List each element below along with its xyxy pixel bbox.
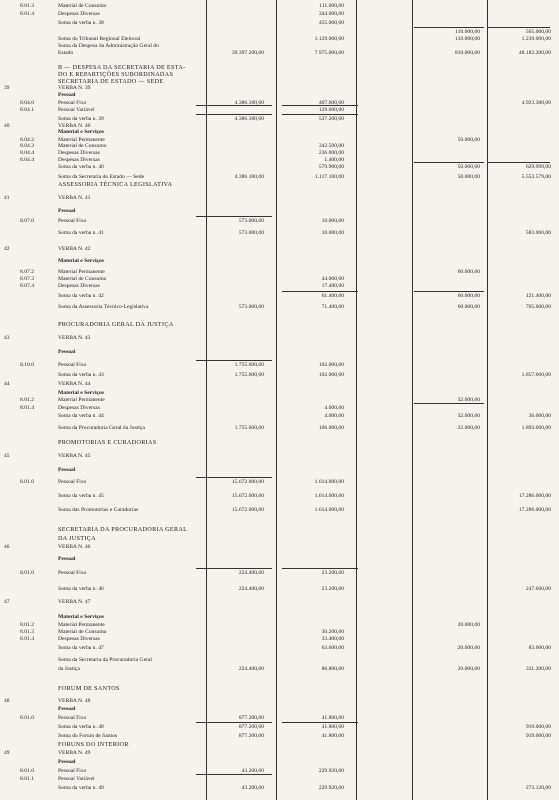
amount-cell: 1.129.000,00 [314,36,344,42]
item-description: Pessoal Fixo [58,767,87,774]
item-description: Material de Consumo [58,275,107,282]
item-description: Pessoal [58,555,76,562]
item-description: Soma da Secretaria da Procuradoria Geral [58,657,152,664]
item-description: VERBA N. 46 [58,543,91,550]
verba-number: 43 [4,335,10,342]
item-description: Soma da verba n. 41 [58,230,104,237]
amount-cell: 110.000,00 [455,29,480,35]
table-row [0,320,559,329]
item-description: Despesas Diversas [58,149,100,156]
amount-cell: 102.000,00 [318,372,344,378]
item-description: Pessoal [58,207,76,214]
account-code: 8.07.4 [20,282,34,289]
item-description: Soma da Secretaria do Estado — Sede [58,174,145,181]
table-row [0,348,559,357]
amount-cell: 23.200,00 [321,569,344,576]
table-row [0,180,559,189]
item-description: Soma da Assessoria Técnico-Legislativa [58,303,149,310]
verba-number: 39 [4,85,10,91]
amount-cell: 573.000,00 [238,218,264,224]
total-cell: 247.600,00 [525,585,551,592]
account-code: 8.10.0 [20,361,34,368]
table-row [0,613,559,622]
table-row [0,534,559,543]
amount-cell: 7.975.000,00 [314,50,344,56]
amount-cell: 41.800,00 [321,715,344,721]
item-description: Pessoal Fixo [58,361,87,368]
amount-cell: 1.755.600,00 [234,424,264,431]
table-row [0,478,559,487]
table-row [0,361,559,370]
amount-cell: 20.000,00 [457,622,480,629]
item-description: Pessoal Fixo [58,569,87,576]
item-description: VERBA N. 42 [58,246,91,252]
verba-number: 48 [4,697,10,704]
item-description: Material Permanente [58,397,105,404]
item-description: Pessoal [58,758,76,765]
amount-cell: 60.000,00 [457,303,480,310]
account-code: 8.01.0 [20,767,34,774]
table-row [0,525,559,534]
table-row [0,303,559,312]
account-code: 8.07.3 [20,275,34,282]
account-code: 8.04.0 [20,99,34,106]
amount-cell: 4.386.180,00 [234,99,264,106]
table-row [0,665,559,674]
item-description: VERBA N. 39 [58,85,91,91]
total-cell: 629.999,00 [525,163,551,170]
item-description: Material Permanente [58,268,105,275]
amount-cell: 344.000,00 [318,10,344,17]
total-cell: 4.923.380,00 [521,99,551,106]
total-cell: 121.400,00 [525,293,551,300]
item-description: Pessoal [58,92,76,98]
item-description: Soma da Despesa da Administração Geral do [58,43,159,49]
item-description: Soma da verba n. 48 [58,723,104,730]
table-row [0,194,559,203]
item-description: FORUNS DO INTERIOR [58,741,129,749]
total-cell: 1.857.600,00 [521,372,551,378]
item-description: Despesas Diversas [58,156,100,163]
table-row [0,207,559,216]
table-row [0,106,559,115]
table-row [0,371,559,380]
table-row [0,217,559,226]
sum-rule [488,162,550,163]
amount-cell: 43.200,00 [241,785,264,791]
total-cell: 919.000,00 [525,723,551,730]
table-row [0,543,559,552]
verba-number: 47 [4,598,10,605]
item-description: Pessoal Variável [58,106,95,113]
amount-cell: 1.614.000,00 [314,478,344,485]
amount-cell: 30.200,00 [321,629,344,636]
sum-rule [282,291,358,292]
amount-cell: 877.200,00 [238,732,264,739]
amount-cell: 1.614.000,00 [314,506,344,513]
amount-cell: 810.000,00 [454,50,480,56]
table-row [0,598,559,607]
table-row [0,506,559,515]
total-cell: 705.600,00 [525,303,551,310]
item-description: Estado [58,50,74,56]
table-row [0,656,559,665]
account-code: 8.01.1 [20,776,34,783]
item-description: Despesas Diversas [58,10,100,17]
item-description: Soma da verba n. 42 [58,293,104,300]
total-cell: 1.893.600,00 [521,424,551,431]
amount-cell: 4.000,00 [324,413,344,420]
item-description: Soma da verba n. 44 [58,413,104,420]
sum-rule [196,568,272,569]
amount-cell: 102.000,00 [318,361,344,368]
amount-cell: 4.000,00 [324,405,344,412]
account-code: 8.01.4 [20,636,34,643]
account-code: 8.04.2 [20,136,34,143]
item-description: Pessoal Variável [58,776,95,783]
table-row [0,257,559,266]
item-description: Material e Serviços [58,613,104,620]
amount-cell: 224.400,00 [238,585,264,592]
amount-cell: 43.200,00 [241,767,264,774]
account-code: 8.07.2 [20,268,34,275]
table-row [0,749,559,758]
amount-cell: 41.800,00 [321,723,344,730]
account-code: 8.04.1 [20,106,34,113]
amount-cell: 579.900,00 [318,163,344,170]
item-description: Pessoal Fixo [58,715,87,721]
account-code: 8.01.4 [20,405,34,412]
amount-cell: 111.000,00 [319,2,344,9]
table-row [0,758,559,767]
item-description: Despesas Diversas [58,282,100,289]
verba-number: 49 [4,750,10,756]
table-row [0,569,559,578]
item-description: VERBA N. 44 [58,380,91,387]
item-description: Pessoal Fixo [58,218,87,224]
sum-rule [414,27,484,28]
item-description: Soma da verba n. 38 [58,20,104,27]
verba-number: 41 [4,195,10,202]
total-cell: 919.000,00 [525,732,551,739]
table-row [0,684,559,693]
item-description: Soma do Tribunal Regional Eleitoral [58,36,141,42]
item-description: SECRETARIA DE ESTADO — SEDE [58,78,164,85]
table-row [0,424,559,433]
amount-cell: 106.000,00 [318,424,344,431]
item-description: Pessoal Fixo [58,478,87,485]
item-description: Soma da verba n. 39 [58,115,104,122]
total-cell: 565.000,00 [525,29,551,35]
table-row [0,282,559,291]
amount-cell: 229.920,00 [318,785,344,791]
amount-cell: 1.755.600,00 [234,372,264,378]
amount-cell: 537.200,00 [318,115,344,122]
amount-cell: 573.000,00 [238,303,264,310]
account-code: 8.01.0 [20,478,34,485]
account-code: 8.04.3 [20,142,34,149]
amount-cell: 20.000,00 [457,645,480,651]
account-code: 8.01.4 [20,10,34,17]
item-description: Material e Serviços [58,258,104,265]
item-description: Soma da Procuradoria Geral da Justiça [58,424,145,431]
sum-rule [414,162,484,163]
table-row [0,466,559,475]
amount-cell: 15.672.000,00 [231,506,264,513]
table-row [0,775,559,784]
amount-cell: 1.614.000,00 [314,492,344,499]
item-description: Soma da verba n. 49 [58,785,104,791]
table-row [0,492,559,501]
item-description: Despesas Diversas [58,636,100,643]
item-description: Soma do Forum de Santos [58,732,118,739]
account-code: 8.01.3 [20,629,34,636]
item-description: Pessoal Fixo [58,99,87,106]
sum-rule [196,114,272,115]
amount-cell: 17.400,00 [321,282,344,289]
amount-cell: 32.000,00 [457,424,480,431]
amount-cell: 455.000,00 [318,20,344,27]
item-description: FORUM DE SANTOS [58,685,120,693]
table-row [0,585,559,594]
table-row [0,740,559,749]
amount-cell: 1.755.600,00 [234,361,264,368]
table-row [0,723,559,732]
total-cell: 17.286.000,00 [518,492,551,499]
table-row [0,555,559,564]
amount-cell: 32.000,00 [457,397,480,404]
verba-number: 45 [4,452,10,459]
item-description: VERBA N. 47 [58,598,91,605]
table-row [0,292,559,301]
total-cell: 331.200,00 [525,666,551,672]
total-cell: 5.553.579,00 [521,174,551,181]
table-row [0,245,559,254]
amount-cell: 60.000,00 [457,293,480,300]
sum-rule [282,105,358,106]
sum-rule [196,774,272,775]
item-description: DA JUSTIÇA [58,534,96,542]
item-description: B — DESPESA DA SECRETARIA DE ESTA- [58,64,186,71]
account-code: 8.01.3 [20,2,34,9]
item-description: Material e Serviços [58,389,104,396]
table-row [0,334,559,343]
table-row [0,438,559,447]
table-row [0,714,559,723]
item-description: VERBA N. 43 [58,335,91,342]
amount-cell: 342.500,00 [318,142,344,149]
item-description: SECRETARIA DA PROCURADORIA GERAL [58,526,188,533]
table-row [0,732,559,741]
item-description: Material de Consumo [58,2,107,9]
sum-rule [414,403,484,404]
amount-cell: 86.800,00 [321,666,344,672]
account-code: 8.04.4 [20,156,34,163]
verba-number: 42 [4,246,10,252]
verba-number: 40 [4,122,10,129]
amount-cell: 4.386.180,00 [234,115,264,122]
table-row [0,380,559,389]
amount-cell: 20.000,00 [457,666,480,672]
table-row [0,767,559,776]
amount-cell: 110.000,00 [455,36,480,42]
amount-cell: 33.400,00 [321,636,344,643]
table-row [0,10,559,19]
sum-rule [196,105,272,106]
amount-cell: 71.400,00 [321,303,344,310]
account-code: 8.01.0 [20,715,34,721]
table-row [0,163,559,172]
sum-rule [196,216,272,217]
sum-rule [282,114,358,115]
item-description: Pessoal [58,466,76,473]
amount-cell: 60.000,00 [457,268,480,275]
sum-rule [488,27,550,28]
total-cell: 17.286.000,00 [518,506,551,513]
sum-rule [196,360,272,361]
item-description: VERBA N. 41 [58,195,91,202]
item-description: Soma da verba n. 45 [58,492,104,499]
amount-cell: 10.000,00 [321,230,344,237]
verba-number: 44 [4,380,10,387]
total-cell: 36.000,00 [528,413,551,420]
item-description: Soma da verba n. 46 [58,585,104,592]
item-description: VERBA N. 48 [58,697,91,704]
total-cell: 1.239.000,00 [521,36,551,42]
item-description: Soma das Promotorias e Curadorias [58,506,139,513]
account-code: 8.07.0 [20,218,34,224]
item-description: Soma da verba n. 40 [58,163,104,170]
amount-cell: 41.800,00 [321,732,344,739]
item-description: PROMOTORIAS E CURADORIAS [58,439,157,447]
amount-cell: 1.400,00 [324,156,344,163]
item-description: VERBA N. 40 [58,122,91,129]
item-description: Material Permanente [58,136,105,143]
amount-cell: 10.000,00 [321,218,344,224]
item-description: Pessoal [58,706,76,713]
item-description: Soma da verba n. 47 [58,645,104,651]
account-code: 8.04.4 [20,149,34,156]
item-description: VERBA N. 45 [58,452,91,459]
table-row [0,635,559,644]
item-description: Material de Consumo [58,629,107,636]
amount-cell: 23.200,00 [321,585,344,592]
sum-rule [196,477,272,478]
total-cell: 273.120,00 [525,785,551,791]
amount-cell: 129.600,00 [318,106,344,113]
table-row [0,697,559,706]
account-code: 8.01.0 [20,569,34,576]
table-row [0,644,559,653]
account-code: 8.01.2 [20,622,34,629]
item-description: Material de Consumo [58,142,107,149]
amount-cell: 50.000,00 [457,163,480,170]
amount-cell: 877.200,00 [238,715,264,721]
item-description: Despesas Diversas [58,405,100,412]
amount-cell: 407.600,00 [318,99,344,106]
table-row [0,229,559,238]
amount-cell: 224.400,00 [238,569,264,576]
item-description: VERBA N. 49 [58,750,91,756]
total-cell: 83.600,00 [528,645,551,651]
total-cell: 583.000,00 [525,230,551,237]
table-row [0,452,559,461]
amount-cell: 50.000,00 [457,136,480,143]
table-row [0,412,559,421]
amount-cell: 61.400,00 [321,293,344,300]
amount-cell: 224.400,00 [238,666,264,672]
item-description: Soma da verba n. 43 [58,372,104,378]
table-row [0,784,559,793]
amount-cell: 229.920,00 [318,767,344,774]
sum-rule [414,291,484,292]
amount-cell: 15.672.000,00 [231,478,264,485]
table-row [0,49,559,58]
amount-cell: 1.117.100,00 [314,174,344,181]
sum-rule [196,722,272,723]
amount-cell: 50.000,00 [457,174,480,181]
amount-cell: 32.000,00 [457,413,480,420]
item-description: PROCURADORIA GERAL DA JUSTIÇA [58,321,174,329]
amount-cell: 877.200,00 [238,723,264,730]
item-description: DO E REPARTIÇÕES SUBORDINADAS [58,71,174,78]
account-code: 8.01.2 [20,397,34,404]
item-description: ASSESSORIA TÉCNICA LEGISLATIVA [58,181,173,189]
item-description: da Justiça [58,666,80,672]
amount-cell: 15.672.000,00 [231,492,264,499]
sum-rule [282,722,358,723]
verba-number: 46 [4,543,10,550]
amount-cell: 63.600,00 [321,645,344,651]
amount-cell: 44.000,00 [321,275,344,282]
amount-cell: 4.386.180,00 [234,174,264,181]
sum-rule [282,568,358,569]
total-cell: 48.182.200,00 [518,50,551,56]
amount-cell: 39.397.200,00 [231,50,264,56]
item-description: Pessoal [58,349,76,356]
item-description: Material Permanente [58,622,105,629]
amount-cell: 236.000,00 [318,149,344,156]
table-row [0,705,559,714]
amount-cell: 573.000,00 [238,230,264,237]
item-description: Material e Serviços [58,128,104,135]
